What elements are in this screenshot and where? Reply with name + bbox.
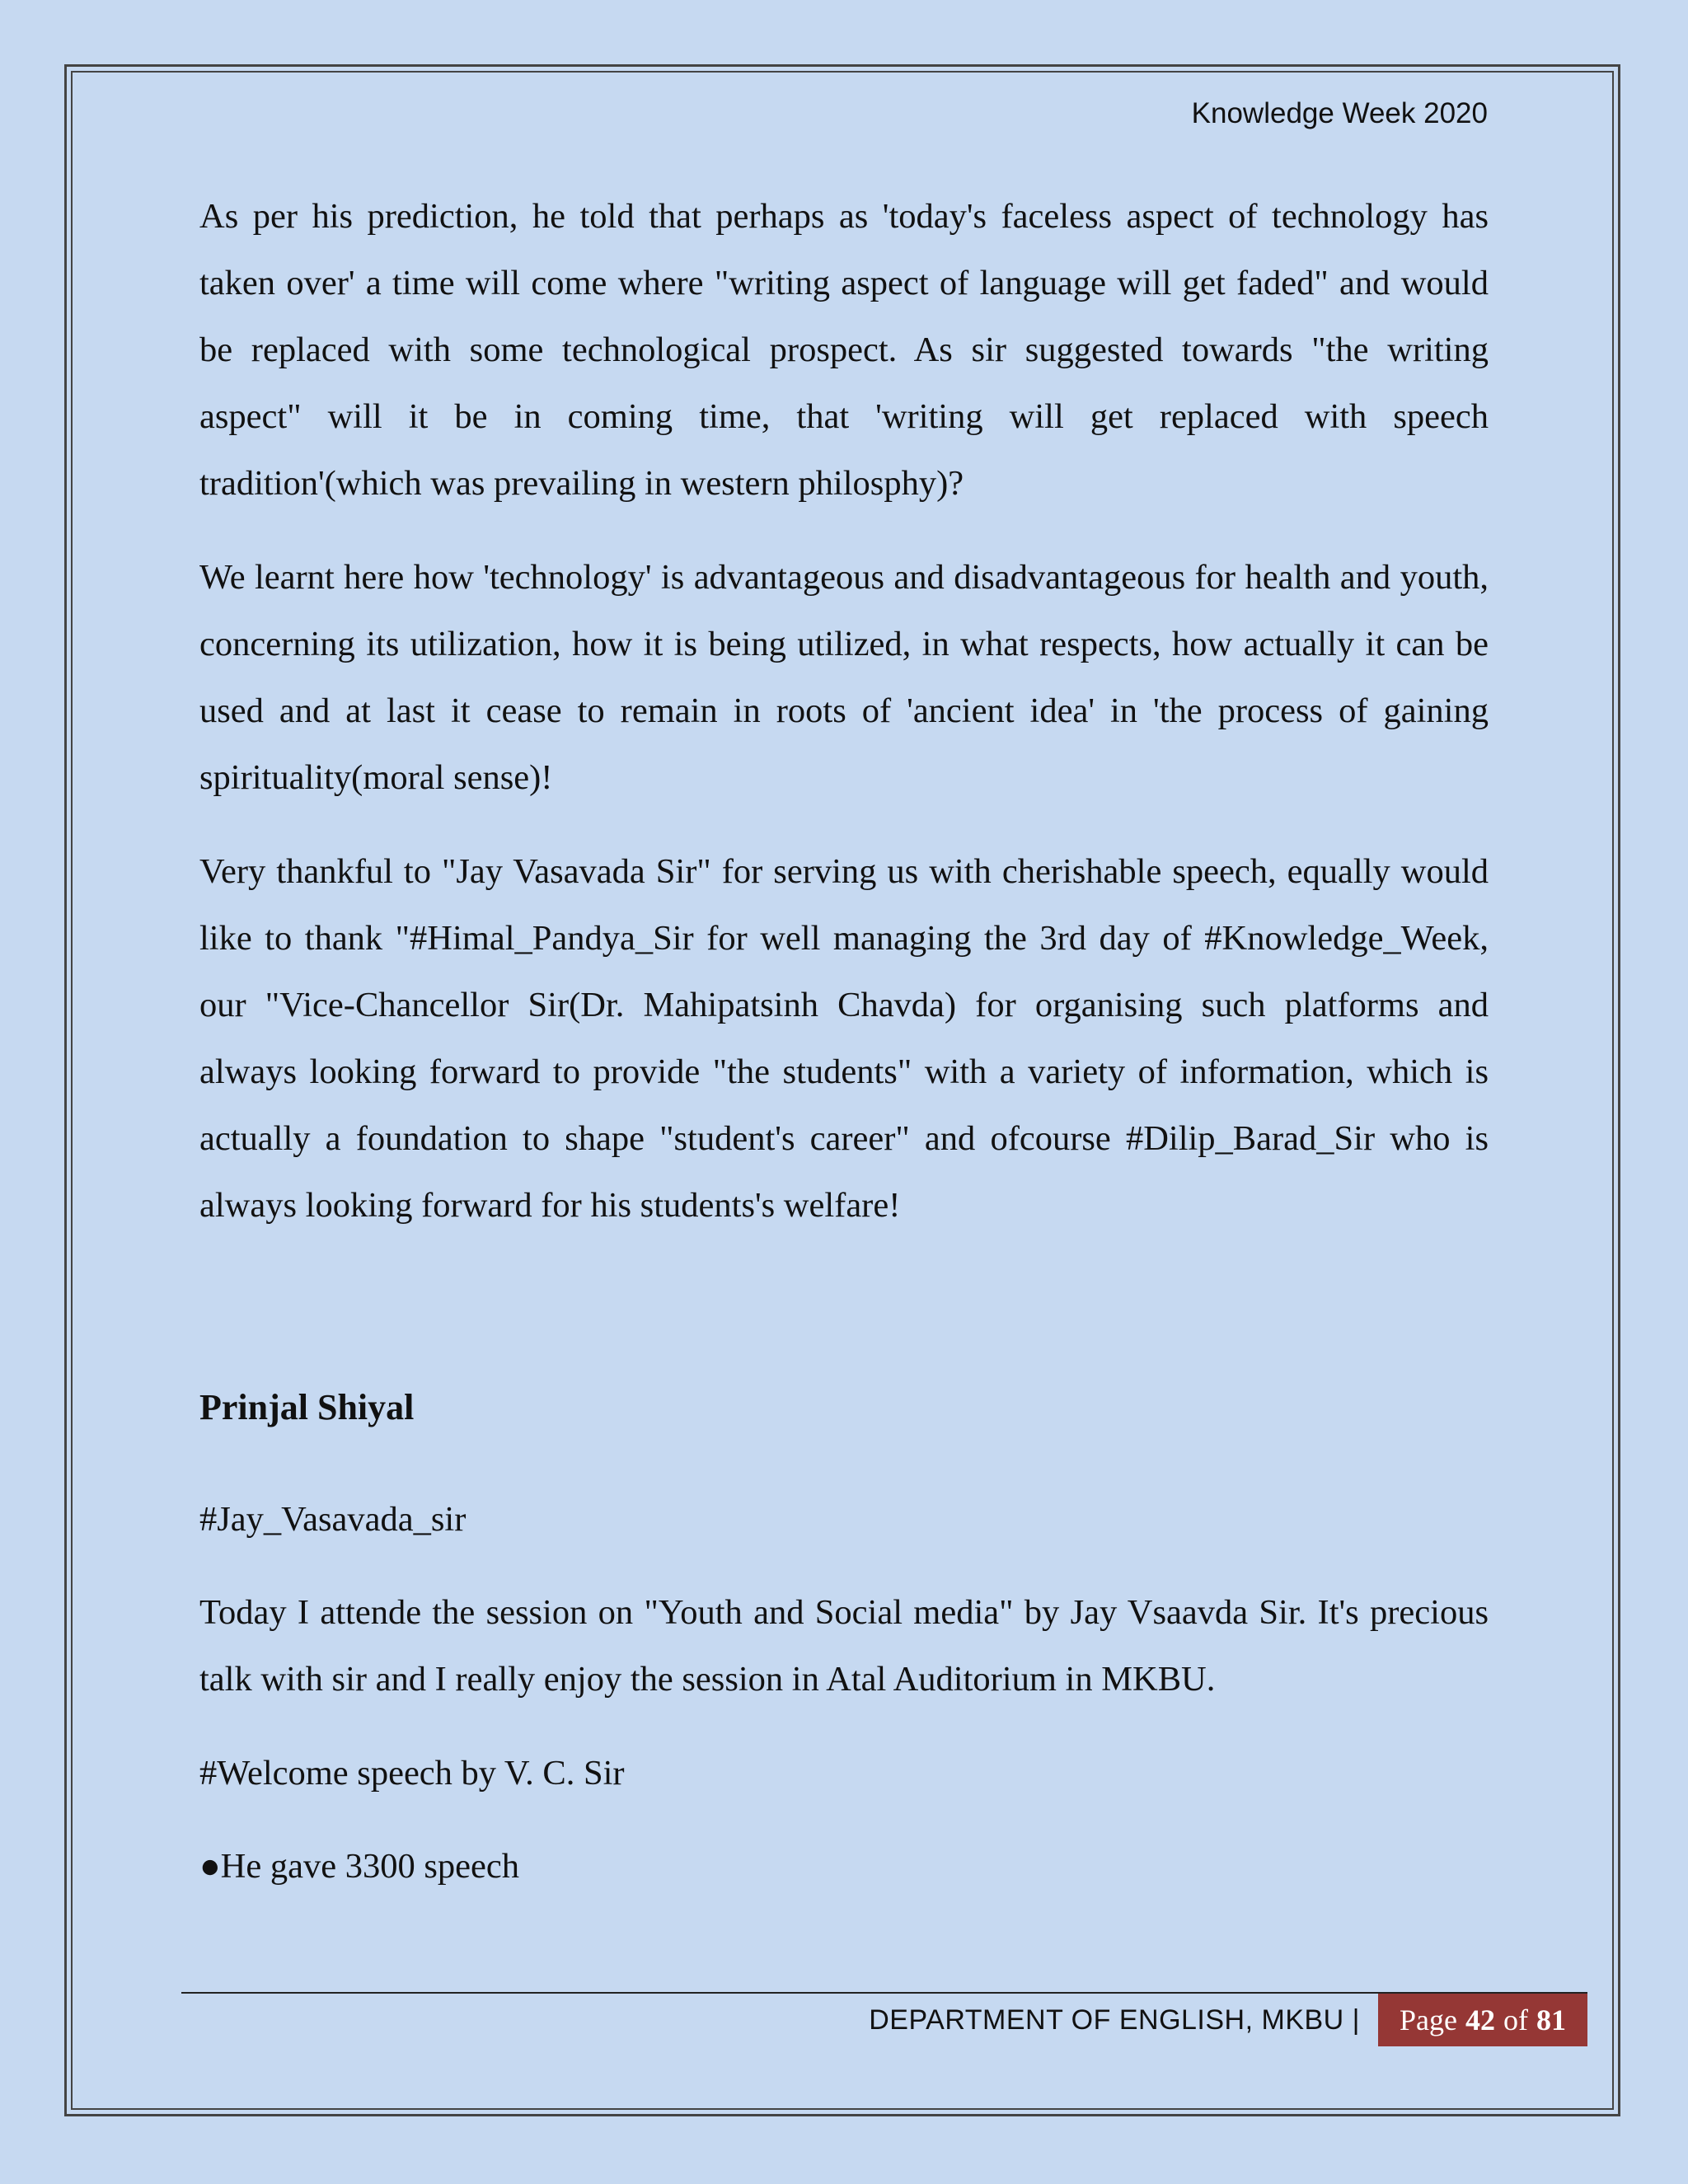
paragraph-technology: We learnt here how 'technology' is advantageous and disadvantageous for health and youth, concerning its utilization, how it is being utilized, in what respects, how actually it can be used and at last it cease to remain in roots of 'ancient idea' in 'the process of gaining spirituality(moral sense)! <box>199 558 1489 797</box>
total-pages: 81 <box>1536 2004 1566 2036</box>
paragraph-session: Today I attende the session on "Youth and Social media" by Jay Vsaavda Sir. It's precious talk with sir and I really enjoy the session in Atal Auditorium in MKBU. <box>199 1593 1489 1699</box>
running-header: Knowledge Week 2020 <box>1191 97 1488 129</box>
paragraph-thanks: Very thankful to "Jay Vasavada Sir" for serving us with cherishable speech, equally would like to thank "#Himal_Pandya_Sir for well managing the 3rd day of #Knowledge_Week, our "Vice-Chancellor Sir(Dr. Mahipatsinh Chavda) for organising such platforms and always looking forward to provide "the students" with a variety of information, which is actually a foundation to shape "student's career" and ofcourse #Dilip_Barad_Sir who is always looking forward for his students's welfare! <box>199 852 1489 1225</box>
main-content <box>199 183 1489 1900</box>
footer-department: DEPARTMENT OF ENGLISH, MKBU | <box>869 2004 1361 2036</box>
bullet-line: ●He gave 3300 speech <box>199 1847 519 1886</box>
page-footer <box>869 1994 1587 2046</box>
page-number-badge <box>1378 1994 1587 2046</box>
author-name: Prinjal Shiyal <box>199 1387 415 1427</box>
welcome-line: #Welcome speech by V. C. Sir <box>199 1754 625 1793</box>
hashtag-line: #Jay_Vasavada_sir <box>199 1500 467 1539</box>
paragraph-prediction: As per his prediction, he told that perhaps as 'today's faceless aspect of technology has taken over' a time will come where "writing aspect of language will get faded" and would be replaced with some technological prospect. As sir suggested towards "the writing aspect" will it be in coming time, that 'writing will get replaced with speech tradition'(which was prevailing in western philosphy)? <box>199 197 1489 503</box>
page-of-label: of <box>1503 2004 1528 2036</box>
page-label: Page <box>1400 2004 1457 2036</box>
page-number: 42 <box>1465 2004 1495 2036</box>
